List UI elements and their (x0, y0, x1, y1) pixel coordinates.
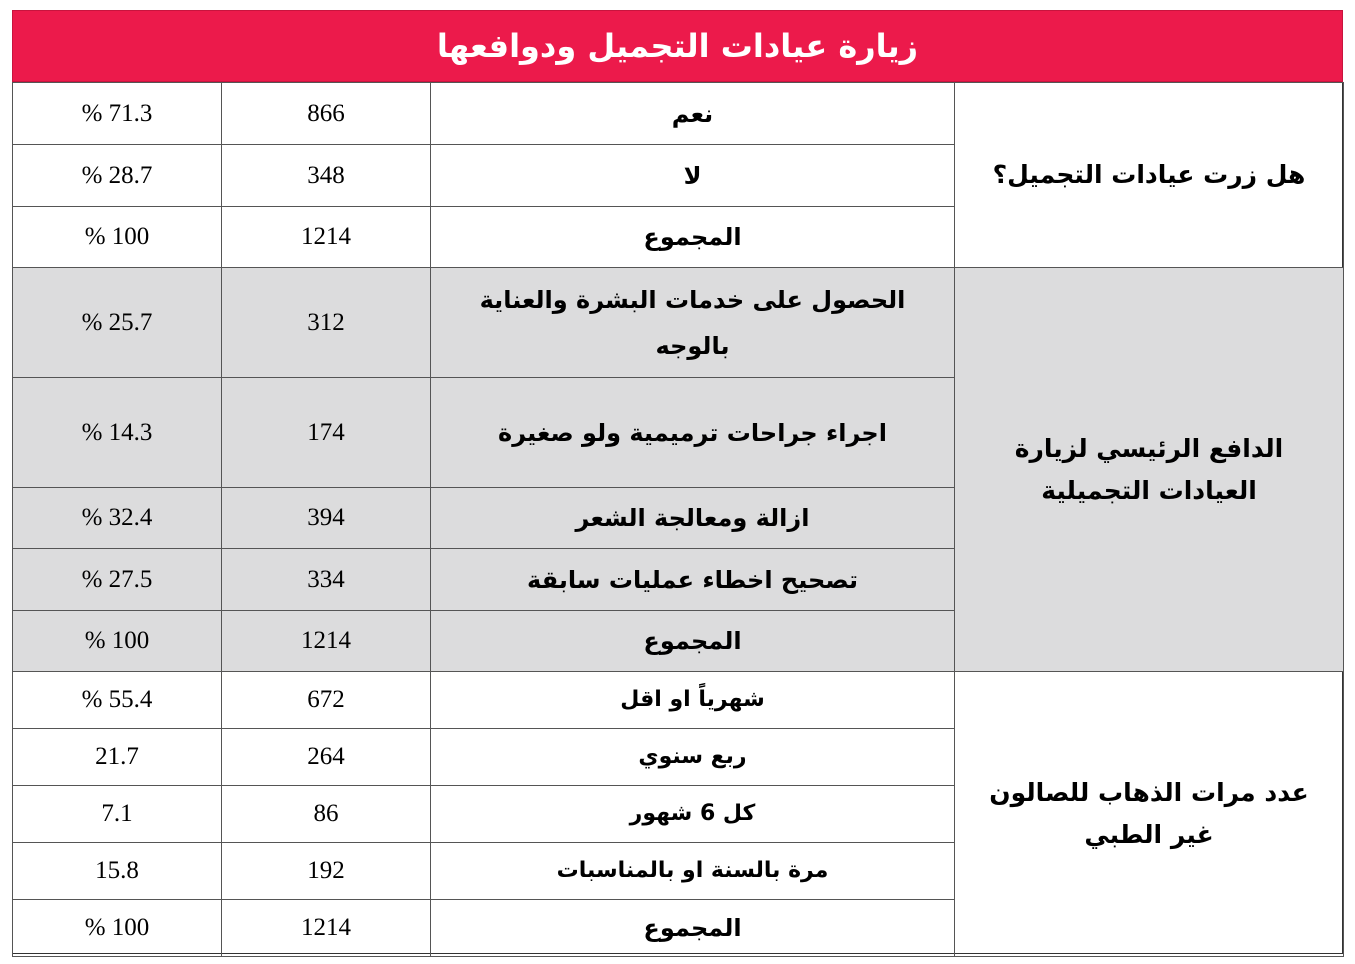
answer-cell: ربع سنوي (431, 729, 955, 786)
percent-cell: % 55.4 (13, 672, 222, 729)
answer-cell: اجراء جراحات ترميمية ولو صغيرة (431, 378, 955, 488)
percent-cell: % 14.3 (13, 378, 222, 488)
count-cell: 348 (222, 145, 431, 207)
percent-cell: % 100 (13, 900, 222, 957)
answer-cell: ازالة ومعالجة الشعر (431, 488, 955, 549)
section-label: عدد مرات الذهاب للصالون غير الطبي (955, 672, 1344, 957)
percent-cell: 15.8 (13, 843, 222, 900)
count-cell: 192 (222, 843, 431, 900)
percent-cell: % 28.7 (13, 145, 222, 207)
count-cell: 394 (222, 488, 431, 549)
percent-cell: % 100 (13, 611, 222, 672)
count-cell: 264 (222, 729, 431, 786)
table-row (13, 672, 1344, 729)
answer-cell: كل 6 شهور (431, 786, 955, 843)
percent-cell: % 100 (13, 207, 222, 268)
count-cell: 672 (222, 672, 431, 729)
section-label: هل زرت عيادات التجميل؟ (955, 83, 1344, 268)
section-label: الدافع الرئيسي لزيارة العيادات التجميلية (955, 268, 1344, 672)
count-cell: 86 (222, 786, 431, 843)
count-cell: 866 (222, 83, 431, 145)
answer-cell: نعم (431, 83, 955, 145)
answer-cell: مرة بالسنة او بالمناسبات (431, 843, 955, 900)
answer-cell: تصحيح اخطاء عمليات سابقة (431, 549, 955, 611)
answer-cell: لا (431, 145, 955, 207)
percent-cell: 7.1 (13, 786, 222, 843)
answer-cell: المجموع (431, 900, 955, 957)
survey-table (12, 82, 1344, 957)
table-row (13, 268, 1344, 378)
percent-cell: % 25.7 (13, 268, 222, 378)
table-title: زيارة عيادات التجميل ودوافعها (12, 10, 1343, 82)
answer-cell: الحصول على خدمات البشرة والعناية بالوجه (431, 268, 955, 378)
count-cell: 312 (222, 268, 431, 378)
percent-cell: % 27.5 (13, 549, 222, 611)
percent-cell: % 71.3 (13, 83, 222, 145)
count-cell: 1214 (222, 611, 431, 672)
answer-cell: المجموع (431, 611, 955, 672)
percent-cell: % 32.4 (13, 488, 222, 549)
count-cell: 1214 (222, 900, 431, 957)
count-cell: 334 (222, 549, 431, 611)
table-row (13, 83, 1344, 145)
answer-cell: شهرياً او اقل (431, 672, 955, 729)
percent-cell: 21.7 (13, 729, 222, 786)
count-cell: 1214 (222, 207, 431, 268)
answer-cell: المجموع (431, 207, 955, 268)
count-cell: 174 (222, 378, 431, 488)
